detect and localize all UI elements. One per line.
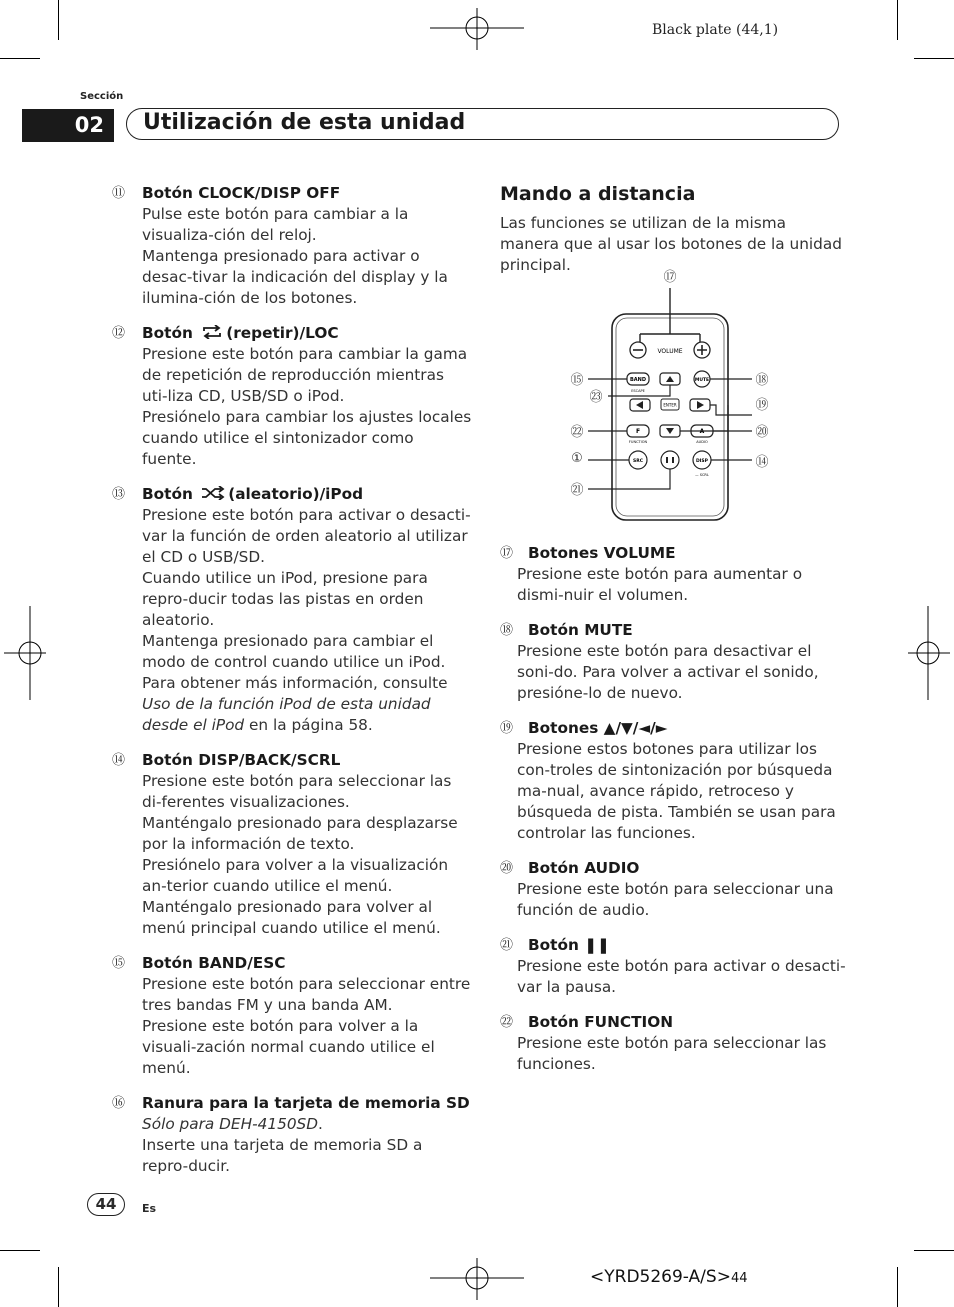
item-text: Presione este botón para seleccionar entre tres bandas FM y una banda AM. xyxy=(142,975,471,1014)
item-number: ㉑ xyxy=(500,938,514,953)
right-column xyxy=(500,543,847,1089)
page-title: Utilización de esta unidad xyxy=(143,110,466,135)
item-text: Pulse este botón para cambiar a la visualiza-ción del reloj. xyxy=(142,205,409,244)
function-label: FUNCTION xyxy=(628,440,648,444)
band-label: BAND xyxy=(629,377,647,383)
audio-label: AUDIO xyxy=(696,440,708,444)
cross-reference-link[interactable]: Uso de la función iPod de esta unidad desde el iPod xyxy=(142,695,431,734)
list-item xyxy=(500,935,847,998)
item-title-suffix: (repetir)/LOC xyxy=(226,324,339,342)
item-number: ⑪ xyxy=(112,186,126,201)
item-text: Presiónelo para cambiar los ajustes locales cuando utilice el sintonizador como fuente. xyxy=(142,408,472,468)
callout-number: ⑳ xyxy=(755,425,769,440)
item-number: ⑮ xyxy=(112,956,126,971)
section-number-badge: 02 xyxy=(22,109,114,142)
item-title: Botón DISP/BACK/SCRL xyxy=(142,751,341,769)
item-text: Manténgalo presionado para volver al menú principal cuando utilice el menú. xyxy=(142,898,441,937)
item-title: Botón ❚❚ xyxy=(528,936,610,954)
item-text: Presione este botón para aumentar o dismi-nuir el volumen. xyxy=(517,565,803,604)
item-number: ⑰ xyxy=(500,546,514,561)
list-item xyxy=(500,858,847,921)
item-text: Presione este botón para activar o desacti-var la pausa. xyxy=(517,957,846,996)
registration-mark-bottom xyxy=(430,1258,524,1300)
item-title: Ranura para la tarjeta de memoria SD xyxy=(142,1094,470,1112)
source-label: SRC xyxy=(632,459,644,464)
plate-label: Black plate (44,1) xyxy=(652,22,779,38)
item-title: Botón FUNCTION xyxy=(528,1013,674,1031)
left-column xyxy=(112,183,472,1191)
item-title: Botones VOLUME xyxy=(528,544,676,562)
item-number: ⑬ xyxy=(112,487,126,502)
item-text: Presione este botón para volver a la visuali-zación normal cuando utilice el menú. xyxy=(142,1017,435,1077)
section-label: Sección xyxy=(80,91,124,102)
list-item xyxy=(112,323,472,470)
crop-mark xyxy=(897,1267,898,1307)
item-text: Presione este botón para activar o desacti-var la función de orden aleatorio al utilizar el CD o USB/SD. xyxy=(142,506,471,566)
document-code-text: <YRD5269-A/S> xyxy=(590,1267,731,1287)
shuffle-icon xyxy=(201,486,225,500)
crop-mark xyxy=(914,58,954,59)
pause-button xyxy=(661,451,679,469)
list-item xyxy=(500,543,847,606)
mute-label: MUTE xyxy=(694,378,710,383)
item-title: Botón MUTE xyxy=(528,621,633,639)
item-text: Presiónelo para volver a la visualización an-terior cuando utilice el menú. xyxy=(142,856,449,895)
item-text: . xyxy=(318,1115,323,1133)
list-item xyxy=(500,620,847,704)
enter-label: ENTER xyxy=(663,402,677,408)
item-text: en la página 58. xyxy=(244,716,373,734)
repeat-icon xyxy=(201,325,223,339)
list-item xyxy=(112,183,472,309)
item-text: Manténgalo presionado para desplazarse por la información de texto. xyxy=(142,814,458,853)
crop-mark xyxy=(0,1250,40,1251)
callout-number: ⑮ xyxy=(570,373,584,388)
list-item xyxy=(112,484,472,736)
display-label: DISP xyxy=(696,459,708,464)
item-title: Botones ▲/▼/◄/► xyxy=(528,719,668,737)
item-title-prefix: Botón xyxy=(142,324,193,342)
item-text: Mantenga presionado para cambiar el modo de control cuando utilice un iPod. xyxy=(142,632,446,671)
callout-number: ㉒ xyxy=(570,425,584,440)
callout-number: ⑭ xyxy=(755,455,769,470)
item-title: Botón AUDIO xyxy=(528,859,640,877)
list-item xyxy=(112,1093,472,1177)
item-number: ⑫ xyxy=(112,326,126,341)
crop-mark xyxy=(914,1250,954,1251)
page-number: 44 xyxy=(87,1193,125,1216)
list-item xyxy=(112,750,472,939)
registration-mark-left xyxy=(4,606,46,700)
item-text: Presione este botón para seleccionar una función de audio. xyxy=(517,880,834,919)
item-number: ⑯ xyxy=(112,1096,126,1111)
item-text: Presione este botón para seleccionar las di-ferentes visualizaciones. xyxy=(142,772,452,811)
item-text: Inserte una tarjeta de memoria SD a repro-ducir. xyxy=(142,1136,423,1175)
document-code xyxy=(590,1267,748,1287)
item-title: Botón BAND/ESC xyxy=(142,954,286,972)
item-number: ⑲ xyxy=(500,721,514,736)
scroll-label: — SCRL xyxy=(695,473,709,477)
item-text: Mantenga presionado para activar o desac-tivar la indicación del display y la ilumina-ción de los botones. xyxy=(142,247,448,307)
callout-number: ㉑ xyxy=(570,483,584,498)
list-item xyxy=(500,1012,847,1075)
callout-number: ⑲ xyxy=(755,398,769,413)
section-heading: Mando a distancia xyxy=(500,183,696,205)
escape-label: ESCAPE xyxy=(631,389,645,393)
callout-number: ⑱ xyxy=(755,373,769,388)
document-code-page: 44 xyxy=(730,1271,748,1286)
crop-mark xyxy=(58,0,59,40)
item-text: Para obtener más información, consulte xyxy=(142,674,448,692)
item-text: Presione estos botones para utilizar los con-troles de sintonización por búsqueda ma-nual, avance rápido, retroceso y búsqueda de pista. También se usan para controlar las funciones. xyxy=(517,740,836,842)
item-number: ㉒ xyxy=(500,1015,514,1030)
item-title-suffix: (aleatorio)/iPod xyxy=(228,485,364,503)
language-code: Es xyxy=(142,1202,157,1215)
list-item xyxy=(500,718,847,844)
item-title: Botón CLOCK/DISP OFF xyxy=(142,184,341,202)
volume-label: VOLUME xyxy=(657,348,683,355)
crop-mark xyxy=(0,58,40,59)
item-text: Presione este botón para desactivar el soni-do. Para volver a activar el sonido, presióne-lo de nuevo. xyxy=(517,642,819,702)
item-title-prefix: Botón xyxy=(142,485,193,503)
item-note: Sólo para DEH-4150SD xyxy=(142,1115,319,1133)
item-text: Cuando utilice un iPod, presione para repro-ducir todas las pistas en orden aleatorio. xyxy=(142,569,428,629)
item-text: Presione este botón para cambiar la gama de repetición de reproducción mientras uti-liza CD, USB/SD o iPod. xyxy=(142,345,468,405)
item-number: ⑭ xyxy=(112,753,126,768)
registration-mark-right xyxy=(908,606,950,700)
callout-number: ① xyxy=(571,451,583,466)
crop-mark xyxy=(58,1267,59,1307)
intro-text: Las funciones se utilizan de la misma manera que al usar los botones de la unidad principal. xyxy=(500,214,842,274)
item-text: Presione este botón para seleccionar las funciones. xyxy=(517,1034,827,1073)
registration-mark-top xyxy=(430,8,524,50)
crop-mark xyxy=(897,0,898,40)
callout-number: ⑰ xyxy=(663,270,677,285)
item-number: ⑳ xyxy=(500,861,514,876)
callout-number: ㉓ xyxy=(589,390,603,405)
function-button-label: F xyxy=(635,428,641,435)
audio-button-label: A xyxy=(699,428,705,435)
item-number: ⑱ xyxy=(500,623,514,638)
list-item xyxy=(112,953,472,1079)
